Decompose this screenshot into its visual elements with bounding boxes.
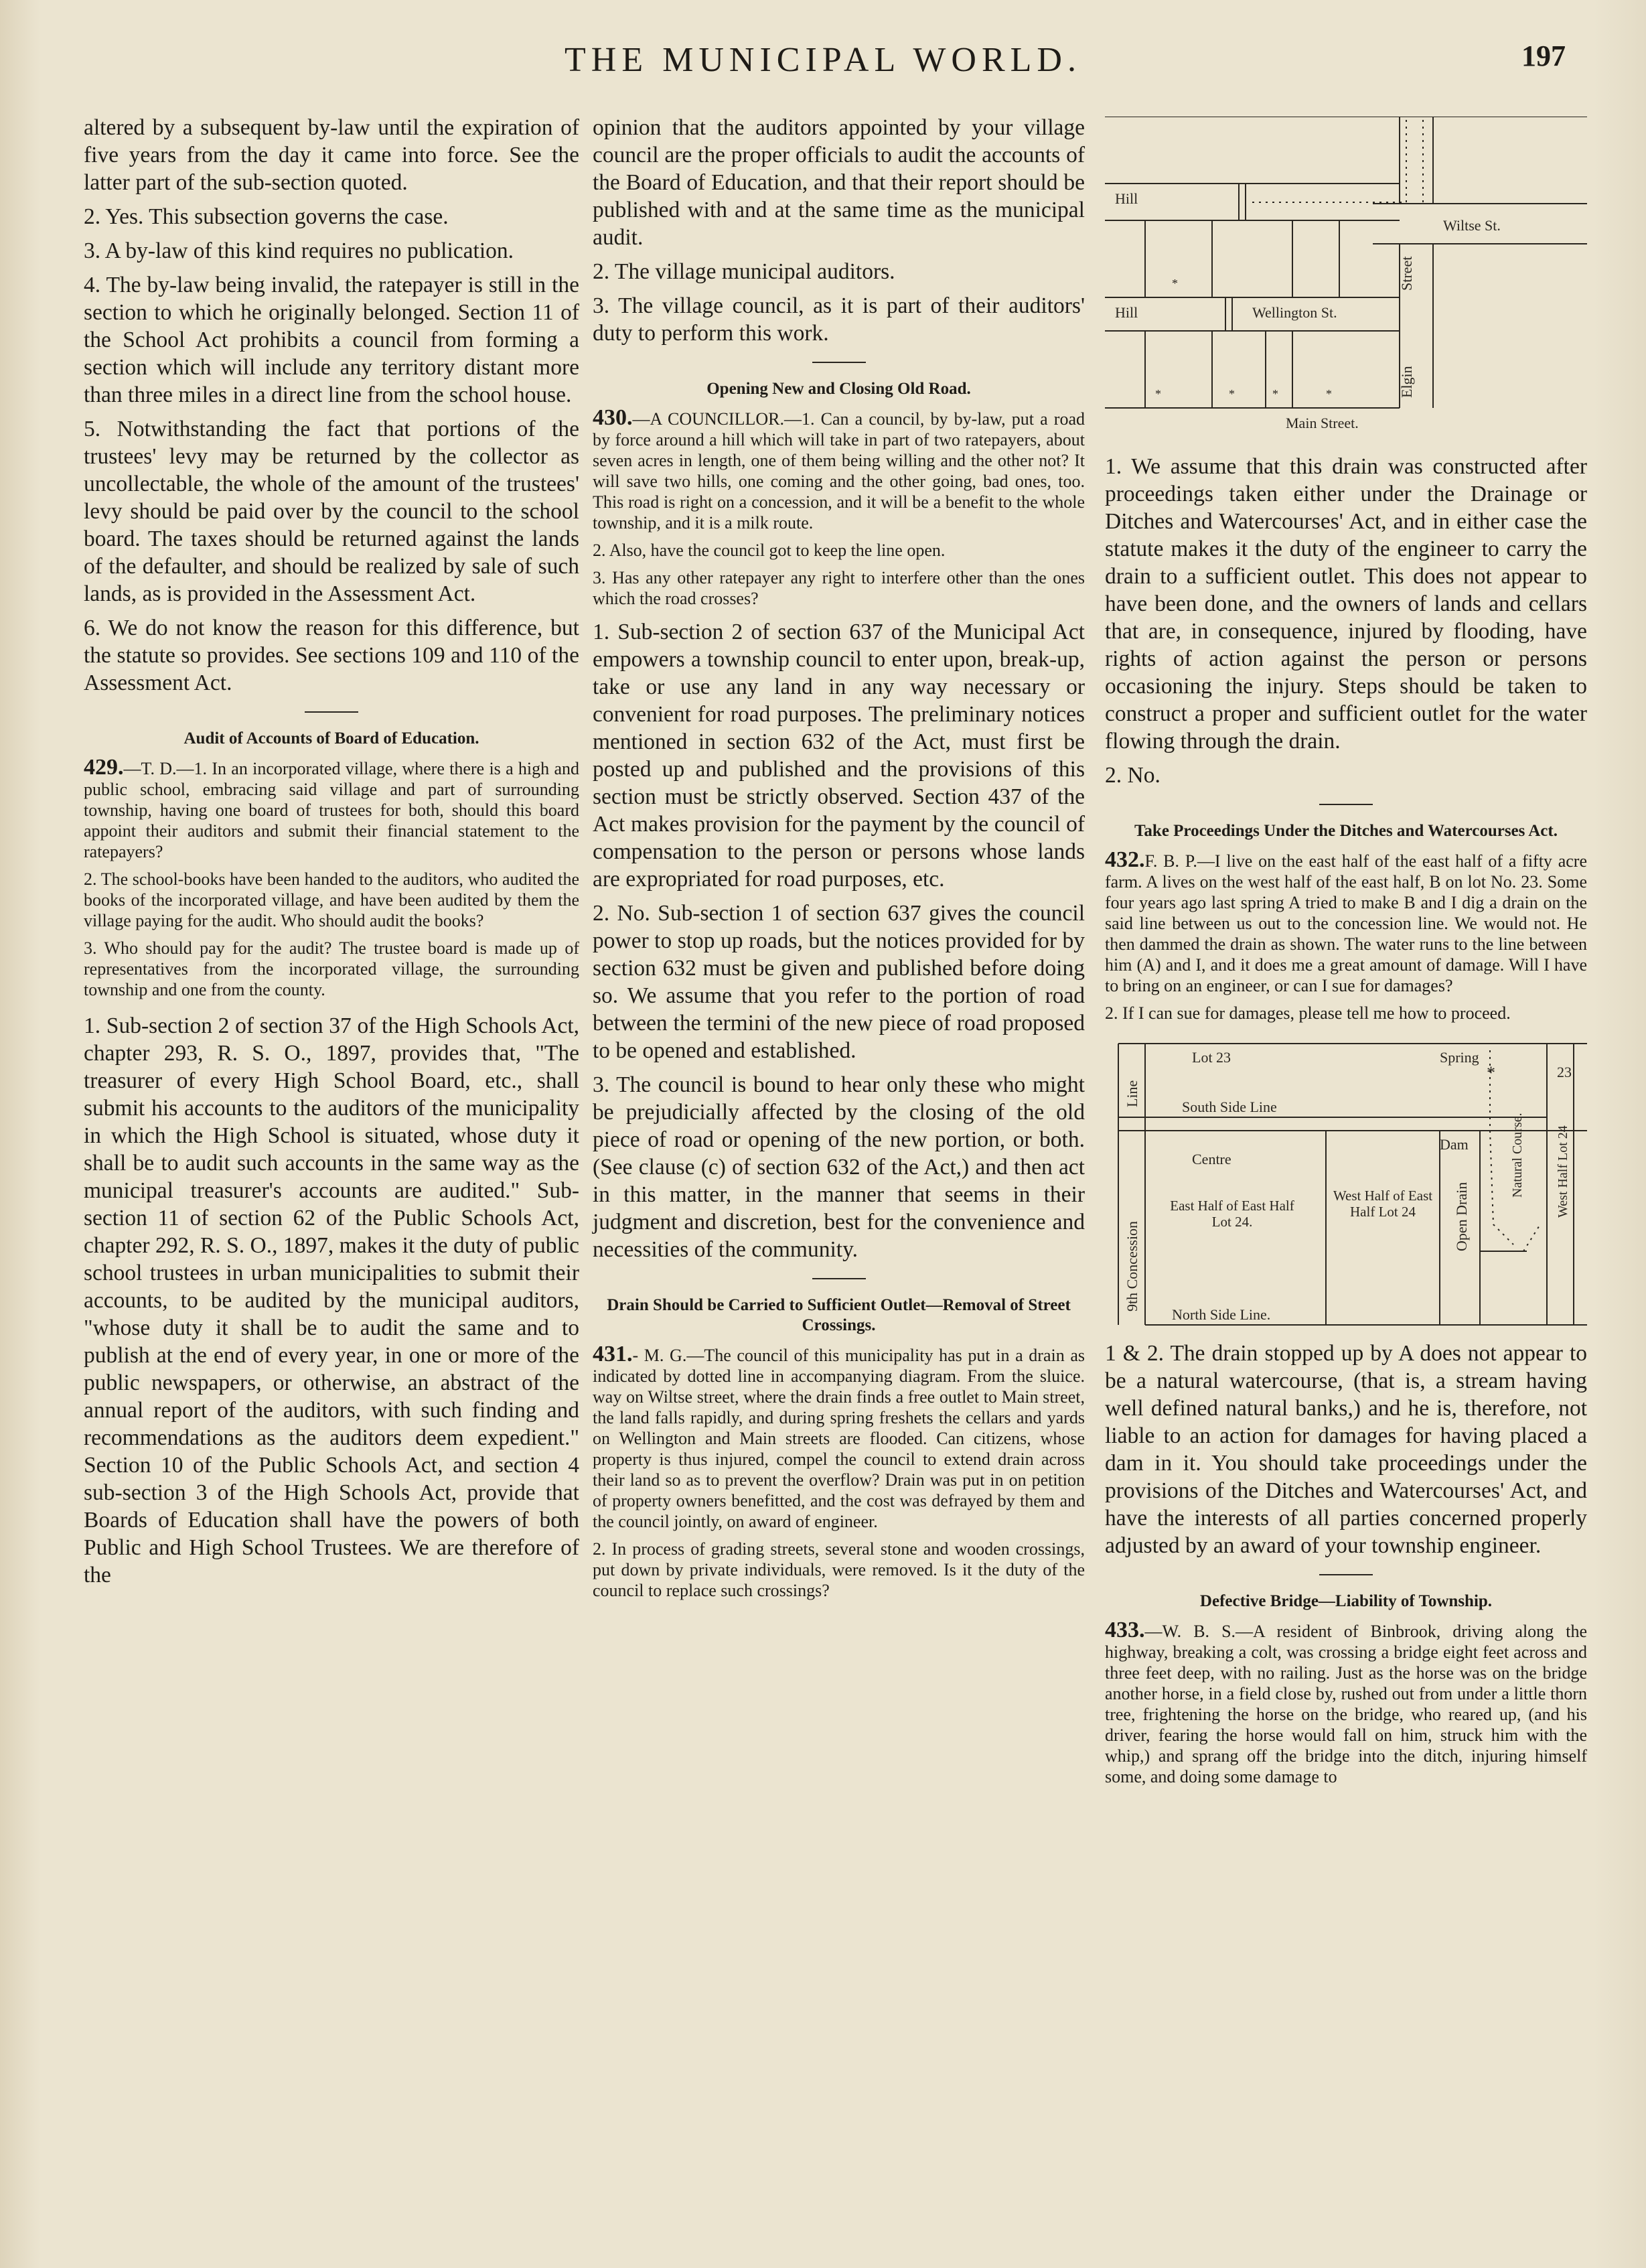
question-text: —W. B. S.—A resident of Binbrook, driving along the highway, breaking a colt, was crossing a bridge eight feet across and three feet deep, with no railing. Just as the horse was on the bridge another horse, in a field close by, rushed out from under a little thorn tree, frightening the horse on the bridge, who reared up, (and his driver, fearing the horse would fall on him, struck him with the whip,) and sprang off the bridge into the ditch, injuring himself some, and doing some damage to (1105, 1622, 1587, 1786)
answer: 1. Sub-section 2 of section 637 of the Municipal Act empowers a township council to enter upon, break-up, take or use any land in any way necessary or convenient for road purposes. The preliminary notices mentioned in section 632 of the Act, must first be posted up and published and the provisions of this section must be strictly observed. Section 437 of the Act makes provision for the payment by the council of compensation to the person or persons whose lands are expropriated for road purposes, etc. (593, 620, 1085, 892)
farm-diagram (1105, 1030, 1587, 1332)
question-text: —A COUNCILLOR.—1. Can a council, by by-law, put a road by force around a hill which will take in part of two ratepayers, about seven acres in length, one of them being willing and the other not? It will save two hills, one coming and the other going, bad ones, too. This road is right on a concession, and it will be a benefit to the whole township, and it is a milk route. (593, 409, 1085, 533)
label-elgin: Elgin (1398, 366, 1415, 398)
street-diagram (1105, 117, 1587, 445)
question-text: —T. D.—1. In an incorporated village, where there is a high and public school, embracing said village and part of surrounding township, having one board of trustees for both, should this board appoint their auditors and submit their financial statement to the ratepayers? (84, 759, 579, 861)
column-1 (84, 114, 579, 1596)
label-north-side-line: North Side Line. (1172, 1306, 1271, 1323)
label-hill: Hill (1115, 190, 1138, 207)
section-heading: Drain Should be Carried to Sufficient Outlet—Removal of Street Crossings. (607, 1296, 1071, 1334)
answer: 2. No. Sub-section 1 of section 637 gives the council power to stop up roads, but the notices provided for by section 632 must be given and published before doing so. We assume that you refer to the portion of road between the termini of the new piece of road proposed to be opened and established. (593, 901, 1085, 1063)
question-text: - M. G.—The council of this municipality has put in a drain as indicated by dotted line in accompanying diagram. From the sluice. way on Wiltse street, where the drain finds a free outlet to Main street, the land falls rapidly, and during spring freshets the cellars and yards on Wellington and Main streets are flooded. Can citizens, whose property is thus injured, compel the council to extend drain across their land so as to prevent the overflow? Drain was put in on petition of property owners benefitted, and the cost was defrayed by them and the council jointly, on award of engineer. (593, 1346, 1085, 1531)
answer: 1. We assume that this drain was constructed after proceedings taken either under the Drainage or Ditches and Watercourses' Act, and in either case the statute makes it the duty of the engineer to carry the drain to a sufficient outlet. This does not appear to have been done, and the owners of lands and cellars that are, in consequence, injured by flooding, have rights of action against the person or persons occasioning the injury. Steps should be taken to construct a proper and sufficient outlet for the water flowing through the drain. (1105, 454, 1587, 754)
question (84, 757, 579, 862)
label-east-half: East Half of East Half Lot 24. (1170, 1198, 1294, 1230)
masthead-title: THE MUNICIPAL WORLD. (565, 41, 1081, 79)
question-number: 433. (1105, 1618, 1145, 1642)
section-heading: Defective Bridge—Liability of Township. (1199, 1592, 1493, 1610)
label-concession: 9th Concession (1124, 1220, 1140, 1312)
svg-text:*: * (1229, 387, 1235, 401)
section-divider (812, 362, 866, 363)
section-heading: Take Proceedings Under the Ditches and Watercourses Act. (1134, 822, 1558, 840)
answer: 2. No. (1105, 763, 1161, 788)
question-number: 430. (593, 405, 633, 430)
svg-text:*: * (1272, 387, 1278, 401)
question-number: 429. (84, 755, 124, 780)
question (1105, 1620, 1587, 1787)
page-number: 197 (1521, 40, 1566, 72)
svg-text:*: * (1487, 1063, 1495, 1082)
question: 2. If I can sue for damages, please tell me how to proceed. (1105, 1003, 1511, 1023)
question: 2. In process of grading streets, several stone and wooden crossings, put down by private individuals, were removed. Is it the duty of the council to replace such crossings? (593, 1539, 1085, 1600)
question-number: 431. (593, 1342, 633, 1366)
svg-text:*: * (1172, 277, 1178, 290)
label-lot-23: Lot 23 (1192, 1049, 1231, 1066)
label-west-half-lot: West Half Lot 24 (1556, 1125, 1570, 1218)
section-divider (812, 1278, 866, 1279)
paragraph: altered by a subsequent by-law until the expiration of five years from the day it came into force. See the latter part of the sub-section quoted. (84, 115, 579, 195)
question: 2. Also, have the council got to keep the line open. (593, 541, 946, 560)
farm-diagram-svg (1105, 1030, 1587, 1332)
label-23: 23 (1557, 1064, 1572, 1080)
column-3 (1105, 114, 1587, 1794)
paragraph: 3. The village council, as it is part of their auditors' duty to perform this work. (593, 293, 1085, 346)
label-street: Street (1398, 256, 1415, 291)
svg-text:*: * (1326, 387, 1332, 401)
question: 2. The school-books have been handed to the auditors, who audited the books of the incorporated village, and have been audited by them the village paying for the audit. Who should audit the books? (84, 869, 579, 930)
paragraph: 6. We do not know the reason for this difference, but the statute so provides. See sections 109 and 110 of the Assessment Act. (84, 616, 579, 695)
label-spring: Spring (1440, 1049, 1479, 1066)
question (593, 407, 1085, 533)
section-divider (305, 711, 358, 713)
column-2 (593, 114, 1085, 1608)
question-text: F. B. P.—I live on the east half of the east half of a fifty acre farm. A lives on the west half of the east half, B on lot No. 23. Some four years ago last spring A tried to make B and I dig a drain on the said line between us out to the concession line. We would not. He then dammed the drain as shown. The water runs to the line between him (A) and I, and it does me a great amount of damage. Will I have to bring on an engineer, or can I sue for damages? (1105, 851, 1587, 995)
label-line: Line (1124, 1080, 1140, 1107)
answer: 1. Sub-section 2 of section 37 of the High Schools Act, chapter 293, R. S. O., 1897, provides that, "The treasurer of every High School Board, etc., shall submit his accounts to the auditors of the municipality in which the High School is situated, whose duty it shall be to audit such accounts in the same way as the municipal treasurer's accounts are audited." Sub-section 11 of section 62 of the Public Schools Act, chapter 292, R. S. O., 1897, makes it the duty of public school trustees in urban municipalities to submit their accounts, to be audited by the municipal auditors, "whose duty it shall be to audit the same and to publish at the end of every year, in one or more of the public newspapers, or otherwise, an abstract of the annual report of the auditors, with such finding and recommendations as the auditors deem expedient." Section 10 of the Public Schools Act, and section 4 sub-section 3 of the High Schools Act, provide that Boards of Education shall have the powers of both Public and High School Trustees. We are therefore of the (84, 1013, 579, 1587)
paragraph: 5. Notwithstanding the fact that portions of the trustees' levy may be returned by the collector as uncollectable, the whole of the amount of the trustees' levy should be paid over by the council to the school board. The taxes should be returned against the lands of the defaulter, and should be realized by sale of such lands, as is provided in the Assessment Act. (84, 417, 579, 606)
section-heading: Audit of Accounts of Board of Education. (183, 729, 479, 748)
question-number: 432. (1105, 847, 1145, 872)
answer: 3. The council is bound to hear only these who might be prejudicially affected by the closing of the old piece of road or opening of the new portion, or both. (See clause (c) of section 632 of the Act,) and then act in this matter, in the manner that seems in their judgment and discretion, best for the convenience and necessities of the community. (593, 1072, 1085, 1262)
label-dam: Dam (1440, 1136, 1469, 1153)
paragraph: 3. A by-law of this kind requires no publication. (84, 238, 514, 263)
paragraph: opinion that the auditors appointed by your village council are the proper officials to audit the accounts of the Board of Education, and that their report should be published with and at the same time as the municipal audit. (593, 115, 1085, 250)
dotted-drain-line (1252, 120, 1423, 204)
svg-text:*: * (1155, 387, 1161, 401)
label-wiltse-street: Wiltse St. (1443, 217, 1501, 234)
label-open-drain: Open Drain (1453, 1182, 1470, 1251)
answer: 1 & 2. The drain stopped up by A does not appear to be a natural watercourse, (that is, a stream having well defined natural banks,) and he is, therefore, not liable to an action for damages for having placed a dam in it. You should take proceedings under the provisions of the Ditches and Watercourses' Act, and have the interests of all parties concerned properly adjusted by an award of your township engineer. (1105, 1341, 1587, 1558)
question (1105, 849, 1587, 996)
label-natural-course: Natural Course. (1510, 1113, 1525, 1198)
section-divider (1319, 804, 1373, 805)
label-west-half-of-east-half: West Half of East Half Lot 24 (1333, 1188, 1433, 1220)
label-centre: Centre (1192, 1151, 1231, 1167)
section-heading: Opening New and Closing Old Road. (706, 380, 971, 398)
paragraph: 2. Yes. This subsection governs the case. (84, 204, 449, 229)
label-main-street: Main Street. (1286, 415, 1359, 431)
label-south-side-line: South Side Line (1182, 1098, 1277, 1115)
label-wellington-street: Wellington St. (1252, 304, 1337, 321)
paragraph: 4. The by-law being invalid, the ratepayer is still in the section to which he originally belonged. Section 11 of the School Act prohibits a council from forming a section which will include any territory distant more than three miles in a direct line from the school house. (84, 273, 579, 407)
paragraph: 2. The village municipal auditors. (593, 259, 895, 284)
question (593, 1344, 1085, 1532)
label-hill: Hill (1115, 304, 1138, 321)
question: 3. Has any other ratepayer any right to interfere other than the ones which the road crosses? (593, 568, 1085, 608)
street-diagram-svg (1105, 117, 1587, 445)
question: 3. Who should pay for the audit? The trustee board is made up of representatives from the incorporated village, the surrounding township and one from the county. (84, 938, 579, 999)
section-divider (1319, 1574, 1373, 1575)
